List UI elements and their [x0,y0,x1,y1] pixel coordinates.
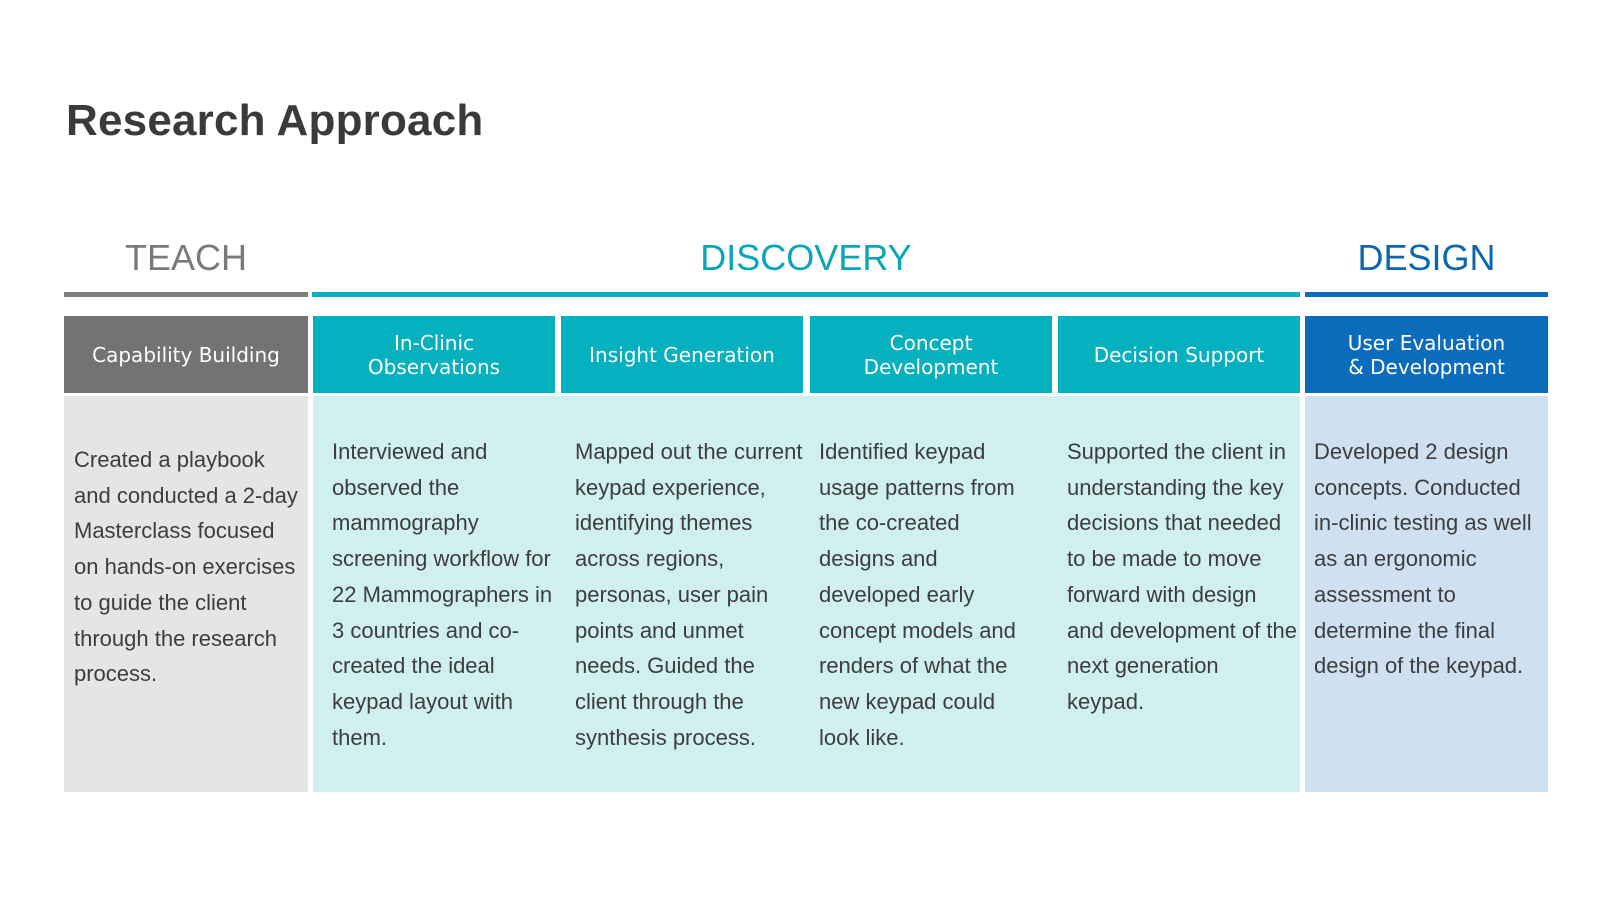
column-text-user-evaluation-development: Developed 2 design concepts. Conducted in-clinic testing as well as an ergonomic assessment to determine the final design of the keypad. [1314,439,1532,679]
header-in-clinic-observations: In-Clinic Observations [313,316,555,393]
phase-label-teach: TEACH [124,237,247,278]
column-text-insight-generation: Mapped out the current keypad experience, identifying themes across regions, personas, user pain points and unmet needs. Guided the client through the synthesis process. [575,439,803,750]
header-insight-generation: Insight Generation [561,316,803,393]
header-capability-building: Capability Building [64,316,308,393]
header-user-evaluation-development: User Evaluation & Development [1305,316,1548,393]
phase-label-discovery: DISCOVERY [700,237,912,278]
column-text-decision-support: Supported the client in understanding the key decisions that needed to be made to move forward with design and development of the next generation keypad. [1067,439,1297,714]
header-decision-support: Decision Support [1058,316,1300,393]
column-text-capability-building: Created a playbook and conducted a 2-day Masterclass focused on hands-on exercises to guide the client through the research process. [74,447,298,687]
phase-divider-discovery [312,292,1300,297]
column-text-in-clinic-observations: Interviewed and observed the mammography screening workflow for 22 Mammographers in 3 countries and co-created the ideal keypad layout with them. [332,439,553,750]
header-concept-development: Concept Development [810,316,1052,393]
phase-label-design: DESIGN [1357,237,1496,278]
phase-divider-design [1305,292,1548,297]
column-text-concept-development: Identified keypad usage patterns from the co-created designs and developed early concept models and renders of what the new keypad could look like. [819,439,1016,750]
phase-divider-teach [64,292,308,297]
page-title: Research Approach [66,96,484,145]
